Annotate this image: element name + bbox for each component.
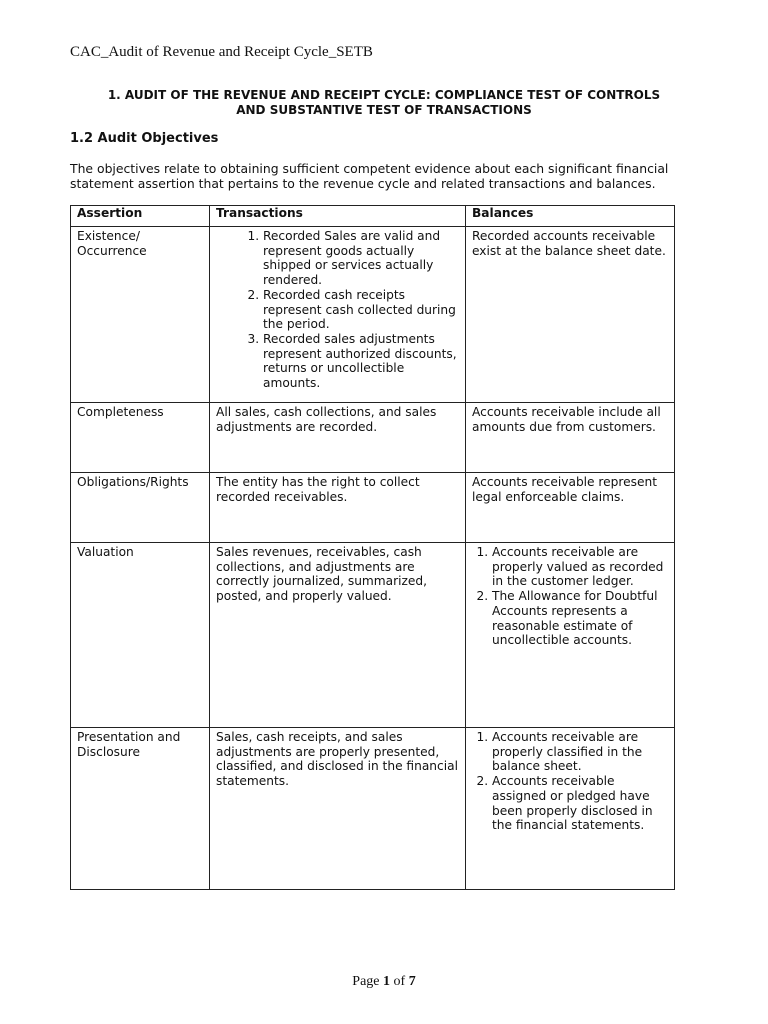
cell-balances	[466, 728, 675, 890]
list-item: 1. Accounts receivable are properly valued as recorded in the customer ledger.	[492, 545, 668, 589]
cell-assertion: Presentation and Disclosure	[71, 728, 210, 890]
cell-assertion: Valuation	[71, 543, 210, 728]
table-header-row	[71, 206, 675, 227]
table-row-valuation	[71, 543, 675, 728]
table-row-obligations	[71, 473, 675, 543]
page-label: Page	[352, 974, 384, 989]
cell-balances: Accounts receivable include all amounts due from customers.	[466, 403, 675, 473]
title-line-2: AND SUBSTANTIVE TEST OF TRANSACTIONS	[236, 103, 532, 117]
section-heading: 1.2 Audit Objectives	[70, 131, 219, 146]
cell-transactions: The entity has the right to collect recorded receivables.	[210, 473, 466, 543]
cell-transactions: Sales revenues, receivables, cash collections, and adjustments are correctly journalized, summarized, posted, and properly valued.	[210, 543, 466, 728]
cell-balances	[466, 543, 675, 728]
table-row-presentation	[71, 728, 675, 890]
list-item: 1. Recorded Sales are valid and represent goods actually shipped or services actually rendered.	[263, 229, 459, 288]
cell-transactions: Sales, cash receipts, and sales adjustments are properly presented, classified, and disclosed in the financial statements.	[210, 728, 466, 890]
cell-balances: Accounts receivable represent legal enforceable claims.	[466, 473, 675, 543]
cell-balances: Recorded accounts receivable exist at the balance sheet date.	[466, 227, 675, 403]
intro-paragraph: The objectives relate to obtaining sufficient competent evidence about each significant financial statement assertion that pertains to the revenue cycle and related transactions and balances.	[70, 161, 669, 191]
list-item: 2. Accounts receivable assigned or pledged have been properly disclosed in the financial statements.	[492, 774, 668, 833]
transactions-list	[216, 229, 459, 391]
list-item: 1. Accounts receivable are properly classified in the balance sheet.	[492, 730, 668, 774]
header-balances: Balances	[466, 206, 675, 227]
cell-assertion: Completeness	[71, 403, 210, 473]
page-number-total: 7	[408, 974, 416, 989]
balances-list	[472, 730, 668, 833]
table-row-completeness	[71, 403, 675, 473]
cell-assertion: Existence/ Occurrence	[71, 227, 210, 403]
list-item: 2. Recorded cash receipts represent cash collected during the period.	[263, 288, 459, 332]
list-item: 2. The Allowance for Doubtful Accounts represents a reasonable estimate of uncollectible accounts.	[492, 589, 668, 648]
header-transactions: Transactions	[210, 206, 466, 227]
page-header: CAC_Audit of Revenue and Receipt Cycle_SETB	[70, 44, 373, 60]
header-assertion: Assertion	[71, 206, 210, 227]
document-title	[70, 88, 698, 118]
title-line-1: 1. AUDIT OF THE REVENUE AND RECEIPT CYCLE: COMPLIANCE TEST OF CONTROLS	[107, 88, 661, 102]
cell-transactions	[210, 227, 466, 403]
cell-assertion: Obligations/Rights	[71, 473, 210, 543]
page-number-current: 1	[383, 974, 391, 989]
table-row-existence	[71, 227, 675, 403]
page-of-label: of	[390, 974, 409, 989]
page-footer	[0, 974, 768, 990]
audit-objectives-table	[70, 205, 675, 890]
cell-transactions: All sales, cash collections, and sales adjustments are recorded.	[210, 403, 466, 473]
list-item: 3. Recorded sales adjustments represent authorized discounts, returns or uncollectible amounts.	[263, 332, 459, 391]
balances-list	[472, 545, 668, 648]
